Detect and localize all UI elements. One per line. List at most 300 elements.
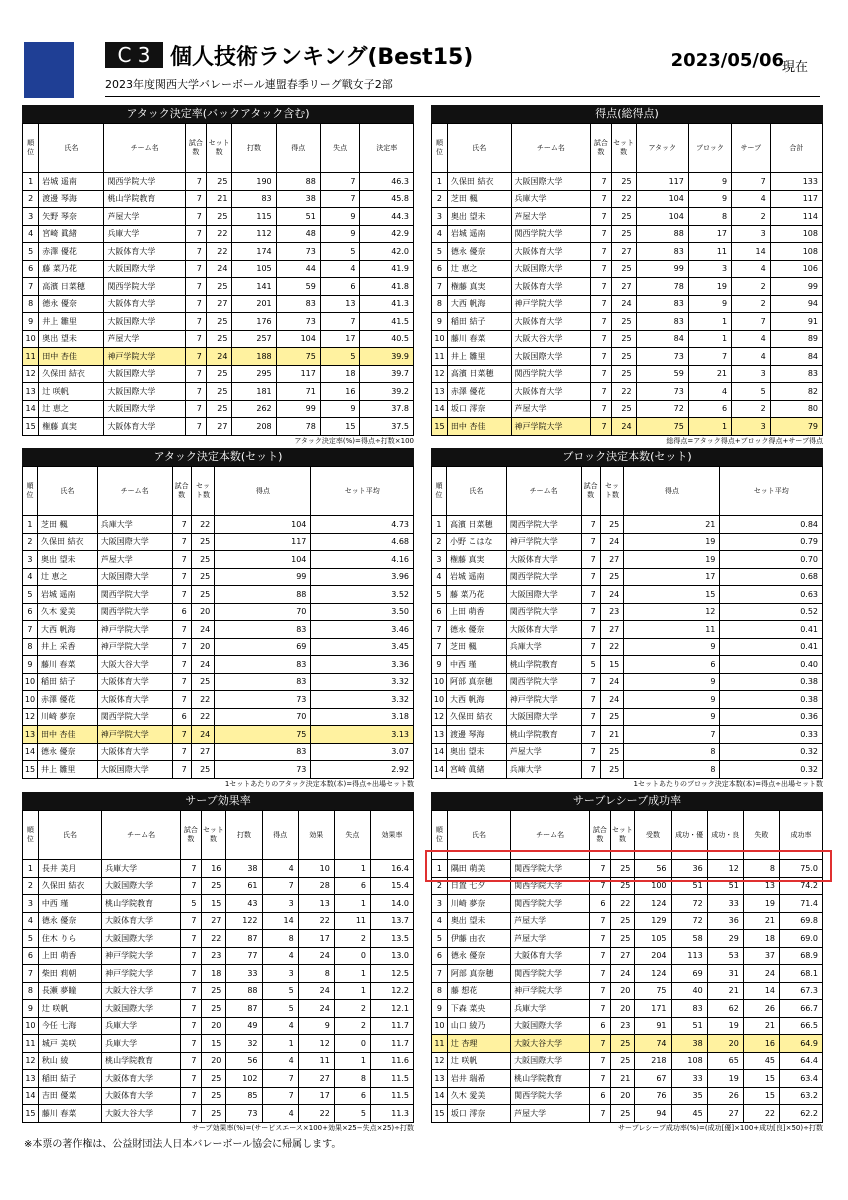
team-name: 大阪体育大学 — [97, 691, 172, 709]
team-name: 大阪体育大学 — [506, 621, 581, 639]
stat-cell: 181 — [232, 383, 276, 401]
stat-cell: 7 — [590, 912, 610, 930]
stat-cell: 99 — [215, 568, 311, 586]
stat-cell: 7 — [185, 190, 206, 208]
table-row — [432, 516, 823, 534]
stat-cell: 7 — [581, 603, 600, 621]
rank-cell: 14 — [432, 400, 448, 418]
team-name: 桃山学院教育 — [104, 190, 185, 208]
player-name: 久保田 結衣 — [446, 708, 506, 726]
table-row — [432, 965, 823, 983]
stat-cell: 22 — [611, 383, 636, 401]
table-row — [432, 656, 823, 674]
stat-cell: 7 — [581, 691, 600, 709]
stat-cell: 17 — [688, 225, 731, 243]
team-name: 兵庫大学 — [102, 1017, 181, 1035]
stat-cell: 7 — [591, 330, 611, 348]
team-name: 関西学院大学 — [506, 516, 581, 534]
team-name: 神戸学院大学 — [511, 418, 591, 436]
column-header: 得点 — [276, 124, 320, 173]
stat-cell: 41.9 — [360, 260, 414, 278]
stat-cell: 0 — [334, 1035, 370, 1053]
player-name: 井上 雛里 — [37, 761, 97, 779]
stat-cell: 70 — [215, 708, 311, 726]
stat-cell: 6 — [590, 1017, 610, 1035]
stat-cell: 8 — [743, 860, 779, 878]
stat-cell: 21 — [743, 1017, 779, 1035]
stat-cell: 38 — [226, 860, 262, 878]
stat-cell: 4.16 — [311, 551, 414, 569]
stat-cell: 5 — [262, 1000, 298, 1018]
rank-cell: 14 — [432, 1087, 448, 1105]
stat-cell: 88 — [226, 982, 262, 1000]
rank-cell: 7 — [432, 965, 448, 983]
player-name: 藤川 春菜 — [37, 656, 97, 674]
formula-note: 総得点=アタック得点+ブロック得点+サーブ得点 — [666, 436, 823, 445]
stat-cell: 25 — [600, 568, 624, 586]
player-name: 久保田 結衣 — [37, 533, 97, 551]
table-row — [432, 1000, 823, 1018]
team-name: 大阪国際大学 — [104, 365, 185, 383]
stat-cell: 58 — [671, 930, 707, 948]
team-name: 神戸学院大学 — [102, 947, 181, 965]
ranking-table — [431, 123, 823, 436]
stat-cell: 0.52 — [720, 603, 823, 621]
stat-cell: 25 — [610, 877, 635, 895]
stat-cell: 7 — [172, 638, 191, 656]
team-name: 大阪体育大学 — [102, 912, 181, 930]
stat-cell: 16.4 — [371, 860, 414, 878]
team-name: 大阪体育大学 — [104, 295, 185, 313]
stat-cell: 24 — [206, 348, 232, 366]
stat-cell: 71.4 — [780, 895, 823, 913]
player-name: 川崎 夢奈 — [447, 895, 510, 913]
player-name: 辻 恵之 — [37, 568, 97, 586]
stat-cell: 3.18 — [311, 708, 414, 726]
rank-cell: 10 — [23, 691, 38, 709]
stat-cell: 2 — [334, 930, 370, 948]
stat-cell: 106 — [770, 260, 822, 278]
stat-cell: 7 — [172, 743, 191, 761]
stat-cell: 37 — [743, 947, 779, 965]
stat-cell: 22 — [206, 243, 232, 261]
panel-attack-per-set — [22, 448, 414, 789]
stat-cell: 105 — [232, 260, 276, 278]
table-row — [23, 243, 414, 261]
stat-cell: 19 — [743, 895, 779, 913]
rank-cell: 15 — [23, 761, 38, 779]
team-name: 大阪体育大学 — [104, 243, 185, 261]
header-rule — [105, 96, 820, 97]
team-name: 大阪体育大学 — [506, 551, 581, 569]
stat-cell: 70 — [215, 603, 311, 621]
rank-cell: 4 — [23, 568, 38, 586]
stat-cell: 0.36 — [720, 708, 823, 726]
team-name: 関西学院大学 — [511, 225, 591, 243]
player-name: 中西 瑾 — [446, 656, 506, 674]
stat-cell: 4 — [732, 260, 771, 278]
stat-cell: 22 — [610, 895, 635, 913]
stat-cell: 24 — [298, 982, 334, 1000]
player-name: 辻 咲帆 — [447, 1052, 510, 1070]
table-row — [432, 761, 823, 779]
team-name: 大阪大谷大学 — [511, 1035, 590, 1053]
stat-cell: 7 — [172, 533, 191, 551]
rank-cell: 1 — [432, 173, 448, 191]
player-name: 岩城 遥南 — [446, 568, 506, 586]
stat-cell: 89 — [770, 330, 822, 348]
stat-cell: 83 — [215, 743, 311, 761]
column-header: 試合数 — [590, 811, 610, 860]
stat-cell: 12 — [624, 603, 720, 621]
stat-cell: 25 — [206, 383, 232, 401]
stat-cell: 75.0 — [780, 860, 823, 878]
stat-cell: 9 — [624, 638, 720, 656]
team-name: 神戸学院大学 — [102, 965, 181, 983]
stat-cell: 25 — [610, 1035, 635, 1053]
team-name: 兵庫大学 — [511, 190, 591, 208]
team-name: 神戸学院大学 — [104, 348, 185, 366]
stat-cell: 24 — [191, 621, 215, 639]
rank-cell: 4 — [432, 225, 448, 243]
stat-cell: 88 — [276, 173, 320, 191]
stat-cell: 7 — [590, 860, 610, 878]
panel-total-points — [431, 105, 823, 446]
team-name: 神戸学院大学 — [511, 295, 591, 313]
table-row — [432, 638, 823, 656]
rank-cell: 5 — [432, 930, 448, 948]
stat-cell: 124 — [635, 895, 671, 913]
stat-cell: 19 — [707, 1070, 743, 1088]
rank-cell: 1 — [23, 516, 38, 534]
stat-cell: 0.38 — [720, 691, 823, 709]
rank-cell: 13 — [23, 1070, 39, 1088]
column-header: ブロック — [688, 124, 731, 173]
stat-cell: 91 — [770, 313, 822, 331]
stat-cell: 74 — [635, 1035, 671, 1053]
stat-cell: 22 — [600, 638, 624, 656]
stat-cell: 83 — [232, 190, 276, 208]
stat-cell: 3.46 — [311, 621, 414, 639]
team-name: 大阪国際大学 — [102, 930, 181, 948]
stat-cell: 72 — [671, 895, 707, 913]
stat-cell: 7 — [185, 243, 206, 261]
column-header: 失敗 — [743, 811, 779, 860]
table-row — [23, 1105, 414, 1123]
stat-cell: 7 — [590, 1052, 610, 1070]
player-name: 田中 杏佳 — [37, 726, 97, 744]
player-name: 権藤 真実 — [447, 278, 511, 296]
stat-cell: 88 — [215, 586, 311, 604]
team-name: 兵庫大学 — [506, 761, 581, 779]
stat-cell: 4 — [262, 947, 298, 965]
rank-cell: 9 — [23, 656, 38, 674]
stat-cell: 0.70 — [720, 551, 823, 569]
stat-cell: 204 — [635, 947, 671, 965]
stat-cell: 12 — [707, 860, 743, 878]
stat-cell: 27 — [610, 947, 635, 965]
stat-cell: 20 — [707, 1035, 743, 1053]
team-name: 兵庫大学 — [506, 638, 581, 656]
rank-cell: 8 — [432, 982, 448, 1000]
stat-cell: 6 — [590, 895, 610, 913]
table-row — [432, 208, 823, 226]
team-name: 関西学院大学 — [506, 603, 581, 621]
player-name: 德永 優奈 — [447, 947, 510, 965]
table-row — [23, 603, 414, 621]
stat-cell: 26 — [707, 1087, 743, 1105]
stat-cell: 11 — [298, 1052, 334, 1070]
stat-cell: 38 — [671, 1035, 707, 1053]
player-name: 久保田 結衣 — [39, 365, 104, 383]
table-row — [23, 895, 414, 913]
stat-cell: 3 — [262, 965, 298, 983]
player-name: 長井 美月 — [38, 860, 101, 878]
stat-cell: 7 — [581, 726, 600, 744]
stat-cell: 49 — [226, 1017, 262, 1035]
player-name: 渡邊 琴海 — [446, 726, 506, 744]
table-row — [432, 365, 823, 383]
stat-cell: 7 — [590, 1000, 610, 1018]
rank-cell: 9 — [432, 656, 447, 674]
stat-cell: 73 — [276, 243, 320, 261]
stat-cell: 7 — [591, 313, 611, 331]
rank-cell: 7 — [432, 638, 447, 656]
rank-cell: 7 — [23, 278, 39, 296]
stat-cell: 4 — [320, 260, 360, 278]
stat-cell: 16 — [201, 860, 226, 878]
stat-cell: 24 — [611, 418, 636, 436]
table-row — [432, 708, 823, 726]
rank-cell: 5 — [23, 243, 39, 261]
column-header: サーブ — [732, 124, 771, 173]
stat-cell: 42.0 — [360, 243, 414, 261]
player-name: 高濱 日菜穂 — [447, 365, 511, 383]
player-name: 奥出 望未 — [37, 551, 97, 569]
column-header: セット数 — [610, 811, 635, 860]
stat-cell: 25 — [600, 516, 624, 534]
rank-cell: 2 — [432, 190, 448, 208]
stat-cell: 7 — [172, 516, 191, 534]
stat-cell: 3 — [732, 225, 771, 243]
table-row — [432, 418, 823, 436]
stat-cell: 84 — [770, 348, 822, 366]
stat-cell: 13 — [320, 295, 360, 313]
team-name: 兵庫大学 — [102, 1035, 181, 1053]
stat-cell: 25 — [600, 761, 624, 779]
stat-cell: 85 — [226, 1087, 262, 1105]
team-name: 大阪体育大学 — [97, 743, 172, 761]
rank-cell: 13 — [432, 383, 448, 401]
team-name: 大阪大谷大学 — [102, 1105, 181, 1123]
stat-cell: 7 — [590, 965, 610, 983]
stat-cell: 7 — [185, 208, 206, 226]
stat-cell: 80 — [770, 400, 822, 418]
stat-cell: 295 — [232, 365, 276, 383]
stat-cell: 76 — [635, 1087, 671, 1105]
stat-cell: 25 — [206, 313, 232, 331]
stat-cell: 9 — [624, 708, 720, 726]
stat-cell: 2 — [732, 400, 771, 418]
rank-cell: 4 — [23, 225, 39, 243]
team-name: 芦屋大学 — [511, 912, 590, 930]
stat-cell: 66.7 — [780, 1000, 823, 1018]
player-name: 德永 優奈 — [446, 621, 506, 639]
table-row — [432, 1035, 823, 1053]
table-row — [432, 400, 823, 418]
rank-cell: 14 — [23, 400, 39, 418]
stat-cell: 7 — [591, 400, 611, 418]
table-row — [23, 621, 414, 639]
stat-cell: 66.5 — [780, 1017, 823, 1035]
table-row — [432, 551, 823, 569]
team-name: 兵庫大学 — [97, 516, 172, 534]
stat-cell: 7 — [262, 877, 298, 895]
player-name: 宮崎 眞緒 — [39, 225, 104, 243]
rank-cell: 14 — [432, 761, 447, 779]
rank-cell: 11 — [23, 1035, 39, 1053]
stat-cell: 21 — [624, 516, 720, 534]
table-row — [23, 383, 414, 401]
stat-cell: 2.92 — [311, 761, 414, 779]
stat-cell: 73 — [226, 1105, 262, 1123]
column-header: セット数 — [201, 811, 226, 860]
column-header: 試合数 — [181, 811, 201, 860]
stat-cell: 19 — [688, 278, 731, 296]
stat-cell: 22 — [298, 1105, 334, 1123]
stat-cell: 41.8 — [360, 278, 414, 296]
stat-cell: 22 — [191, 691, 215, 709]
stat-cell: 11 — [688, 243, 731, 261]
table-row — [432, 691, 823, 709]
stat-cell: 2 — [732, 208, 771, 226]
stat-cell: 6 — [590, 1087, 610, 1105]
stat-cell: 7 — [581, 638, 600, 656]
stat-cell: 13 — [743, 877, 779, 895]
stat-cell: 24 — [611, 295, 636, 313]
player-name: 井上 采香 — [37, 638, 97, 656]
rank-cell: 10 — [432, 1017, 448, 1035]
player-name: 隅田 萌美 — [447, 860, 510, 878]
rank-cell: 7 — [23, 621, 38, 639]
stat-cell: 7 — [181, 1105, 201, 1123]
stat-cell: 73 — [215, 761, 311, 779]
player-name: 渡邊 琴海 — [39, 190, 104, 208]
stat-cell: 38 — [276, 190, 320, 208]
team-name: 芦屋大学 — [511, 208, 591, 226]
stat-cell: 15 — [201, 895, 226, 913]
column-header: チーム名 — [97, 467, 172, 516]
stat-cell: 5 — [262, 982, 298, 1000]
column-header: チーム名 — [104, 124, 185, 173]
stat-cell: 7 — [172, 586, 191, 604]
stat-cell: 83 — [671, 1000, 707, 1018]
player-name: 大西 帆海 — [37, 621, 97, 639]
table-row — [23, 691, 414, 709]
stat-cell: 45 — [743, 1052, 779, 1070]
stat-cell: 8 — [298, 965, 334, 983]
player-name: 坂口 澪奈 — [447, 400, 511, 418]
stat-cell: 6 — [320, 278, 360, 296]
stat-cell: 3 — [732, 418, 771, 436]
stat-cell: 21 — [688, 365, 731, 383]
stat-cell: 3.50 — [311, 603, 414, 621]
player-name: 藤 菜乃花 — [39, 260, 104, 278]
stat-cell: 4 — [732, 330, 771, 348]
stat-cell: 27 — [191, 743, 215, 761]
player-name: 德永 優奈 — [39, 295, 104, 313]
player-name: 柴田 莉朝 — [38, 965, 101, 983]
stat-cell: 11.5 — [371, 1087, 414, 1105]
stat-cell: 24 — [600, 586, 624, 604]
rank-cell: 7 — [23, 965, 39, 983]
table-row — [432, 726, 823, 744]
stat-cell: 5 — [334, 1105, 370, 1123]
stat-cell: 39.9 — [360, 348, 414, 366]
stat-cell: 11.5 — [371, 1070, 414, 1088]
stat-cell: 27 — [611, 278, 636, 296]
stat-cell: 0.40 — [720, 656, 823, 674]
stat-cell: 82 — [770, 383, 822, 401]
stat-cell: 117 — [636, 173, 688, 191]
player-name: 赤澤 優花 — [37, 691, 97, 709]
team-name: 関西学院大学 — [506, 673, 581, 691]
table-row — [432, 621, 823, 639]
table-row — [432, 930, 823, 948]
table-row — [23, 225, 414, 243]
stat-cell: 25 — [611, 208, 636, 226]
table-row — [23, 313, 414, 331]
stat-cell: 88 — [636, 225, 688, 243]
stat-cell: 0.63 — [720, 586, 823, 604]
table-row — [432, 295, 823, 313]
stat-cell: 7 — [181, 1052, 201, 1070]
stat-cell: 31 — [707, 965, 743, 983]
stat-cell: 5 — [581, 656, 600, 674]
rank-cell: 15 — [432, 418, 448, 436]
league-logo — [24, 42, 74, 98]
stat-cell: 7 — [185, 330, 206, 348]
stat-cell: 62 — [707, 1000, 743, 1018]
stat-cell: 15 — [201, 1035, 226, 1053]
stat-cell: 25 — [611, 365, 636, 383]
stat-cell: 7 — [732, 313, 771, 331]
player-name: 久木 愛美 — [447, 1087, 510, 1105]
stat-cell: 24 — [298, 1000, 334, 1018]
table-row — [432, 313, 823, 331]
stat-cell: 1 — [688, 313, 731, 331]
stat-cell: 4 — [732, 190, 771, 208]
stat-cell: 7 — [181, 930, 201, 948]
stat-cell: 9 — [624, 691, 720, 709]
team-name: 大阪体育大学 — [102, 1070, 181, 1088]
table-row — [23, 1070, 414, 1088]
stat-cell: 6 — [334, 1087, 370, 1105]
stat-cell: 25 — [191, 533, 215, 551]
table-row — [23, 568, 414, 586]
stat-cell: 25 — [201, 1070, 226, 1088]
table-row — [432, 1087, 823, 1105]
team-name: 大阪国際大学 — [104, 260, 185, 278]
team-name: 大阪国際大学 — [102, 877, 181, 895]
table-row — [23, 860, 414, 878]
player-name: 日置 七夕 — [447, 877, 510, 895]
stat-cell: 8 — [334, 1070, 370, 1088]
team-name: 芦屋大学 — [97, 551, 172, 569]
stat-cell: 29 — [707, 930, 743, 948]
stat-cell: 7 — [181, 1070, 201, 1088]
stat-cell: 3.96 — [311, 568, 414, 586]
